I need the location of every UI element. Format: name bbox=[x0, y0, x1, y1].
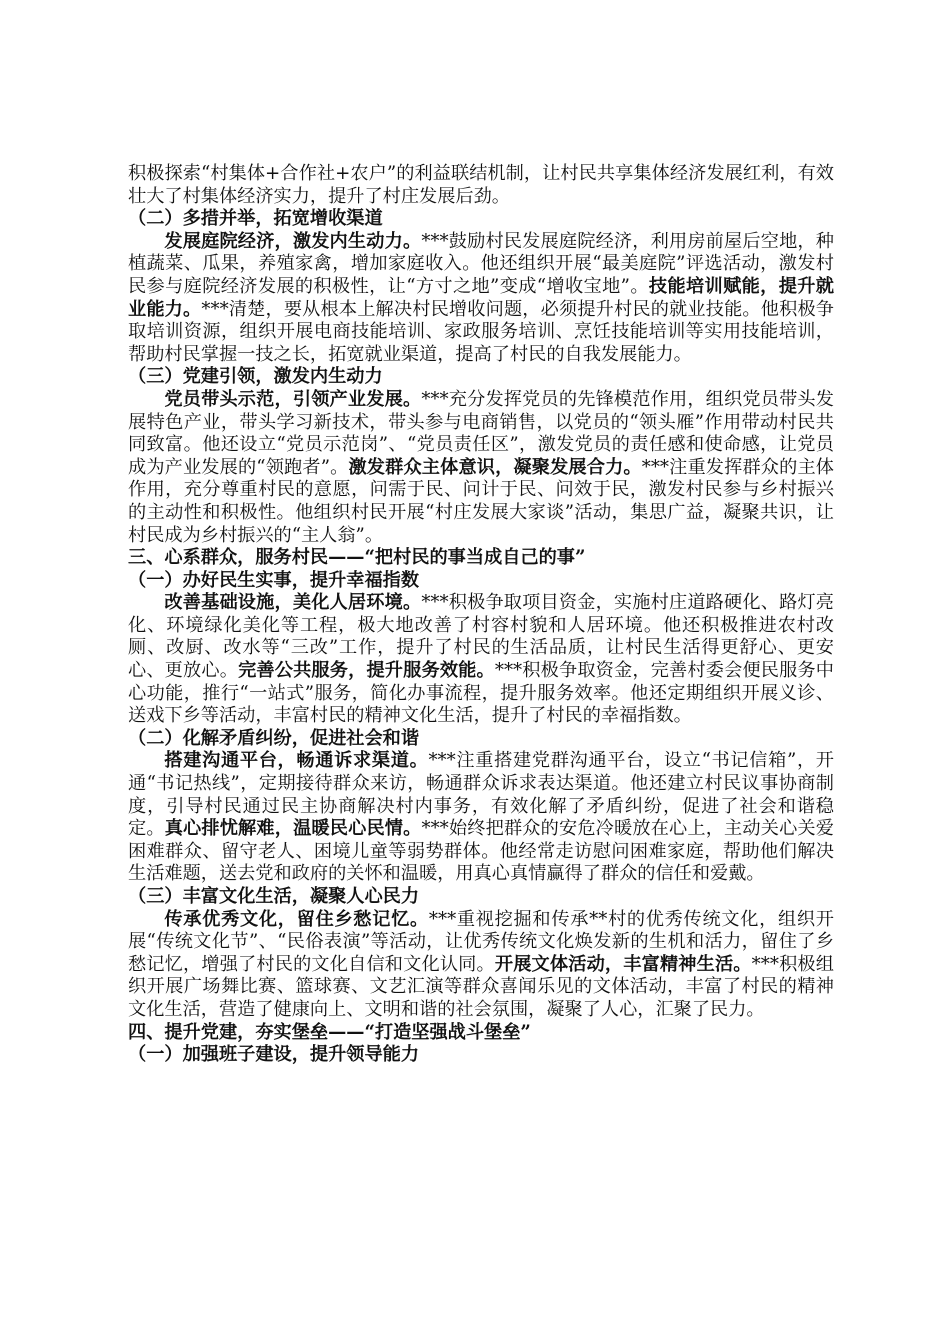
paragraph-text: 积极探索“村集体+合作社+农户”的利益联结机制，让村民共享集体经济发展红利，有效壮大了村集体经济实力，提升了村庄发展后劲。 bbox=[128, 163, 834, 207]
paragraph-text: ***注重搭建党群沟通平台，设立“书记信箱”，开通“书记热线”，定期接待群众来访，畅通群众诉求表达渠道。他还建立村民议事协商制度，引导村民通过民主协商解决村内事务，有效化解了矛盾纠纷，促进了社会和谐稳定。 bbox=[128, 750, 834, 840]
paragraph-text: ***积极组织开展广场舞比赛、篮球赛、文艺汇演等群众喜闻乐见的文体活动，丰富了村民的精神文化生活，营造了健康向上、文明和谐的社会氛围，凝聚了人心，汇聚了民力。 bbox=[128, 953, 834, 1020]
body-paragraph bbox=[128, 750, 834, 886]
section-heading: （一）办好民生实事，提升幸福指数 bbox=[128, 569, 420, 591]
body-paragraph bbox=[128, 909, 834, 1022]
bold-lead-phrase: 开展文体活动，丰富精神生活。 bbox=[494, 953, 752, 975]
bold-lead-phrase: 真心排忧解难，温暖民心民情。 bbox=[164, 818, 422, 840]
document-page bbox=[128, 163, 834, 1067]
section-heading: 四、提升党建，夯实堡垒——“打造坚强战斗堡垒” bbox=[128, 1021, 531, 1043]
section-heading: （二）化解矛盾纠纷，促进社会和谐 bbox=[128, 727, 420, 749]
paragraph-text: ***清楚，要从根本上解决村民增收问题，必须提升村民的就业技能。他积极争取培训资源，组织开展电商技能培训、家政服务培训、烹饪技能培训等实用技能培训，帮助村民掌握一技之长，拓宽就业渠道，提高了村民的自我发展能力。 bbox=[128, 298, 834, 365]
bold-lead-phrase: 激发群众主体意识，凝聚发展合力。 bbox=[348, 456, 642, 478]
body-paragraph bbox=[128, 163, 834, 208]
paragraph-text: ***充分发挥党员的先锋模范作用，组织党员带头发展特色产业，带头学习新技术，带头参与电商销售，以党员的“领头雁”作用带动村民共同致富。他还设立“党员示范岗”、“党员责任区”，激发党员的责任感和使命感，让党员成为产业发展的“领跑者”。 bbox=[128, 388, 834, 478]
paragraph-text: ***注重发挥群众的主体作用，充分尊重村民的意愿，问需于民、问计于民、问效于民，激发村民参与乡村振兴的主动性和积极性。他组织村民开展“村庄发展大家谈”活动，集思广益，凝聚共识，让村民成为乡村振兴的“主人翁”。 bbox=[128, 456, 834, 546]
bold-lead-phrase: 技能培训赋能，提升就业能力。 bbox=[128, 275, 834, 320]
paragraph-text: ***积极争取资金，完善村委会便民服务中心功能，推行“一站式”服务，简化办事流程，提升服务效率。他还定期组织开展义诊、送戏下乡等活动，丰富村民的精神文化生活，提升了村民的幸福指数。 bbox=[128, 660, 834, 727]
paragraph-text: ***重视挖掘和传承**村的优秀传统文化，组织开展“传统文化节”、“民俗表演”等活动，让优秀传统文化焕发新的生机和活力，留住了乡愁记忆，增强了村民的文化自信和文化认同。 bbox=[128, 908, 834, 975]
bold-lead-phrase: 党员带头示范，引领产业发展。 bbox=[164, 388, 422, 410]
section-heading: （二）多措并举，拓宽增收渠道 bbox=[128, 208, 383, 230]
bold-lead-phrase: 发展庭院经济，激发内生动力。 bbox=[164, 230, 422, 252]
paragraph-text: ***积极争取项目资金，实施村庄道路硬化、路灯亮化、环境绿化美化等工程，极大地改善了村容村貌和人居环境。他还积极推进农村改厕、改厨、改水等“三改”工作，提升了村民的生活品质，让村民生活得更舒心、更安心、更放心。 bbox=[128, 592, 834, 682]
section-heading: （一）加强班子建设，提升领导能力 bbox=[128, 1044, 420, 1066]
paragraph-text: ***始终把群众的安危冷暖放在心上，主动关心关爱困难群众、留守老人、困境儿童等弱势群体。他经常走访慰问困难家庭，帮助他们解决生活难题，送去党和政府的关怀和温暖，用真心真情赢得了群众的信任和爱戴。 bbox=[128, 818, 834, 885]
section-heading: （三）党建引领，激发内生动力 bbox=[128, 366, 383, 388]
paragraph-text: ***鼓励村民发展庭院经济，利用房前屋后空地，种植蔬菜、瓜果，养殖家禽，增加家庭收入。他还组织开展“最美庭院”评选活动，激发村民参与庭院经济发展的积极性，让“方寸之地”变成“增收宝地”。 bbox=[128, 230, 834, 297]
body-paragraph bbox=[128, 389, 834, 547]
bold-lead-phrase: 传承优秀文化，留住乡愁记忆。 bbox=[164, 908, 429, 930]
bold-lead-phrase: 改善基础设施，美化人居环境。 bbox=[164, 592, 422, 614]
body-paragraph bbox=[128, 592, 834, 728]
section-heading: 三、心系群众，服务村民——“把村民的事当成自己的事” bbox=[128, 547, 586, 569]
section-heading: （三）丰富文化生活，凝聚人心民力 bbox=[128, 886, 420, 907]
body-paragraph bbox=[128, 231, 834, 367]
bold-lead-phrase: 搭建沟通平台，畅通诉求渠道。 bbox=[164, 750, 429, 772]
bold-lead-phrase: 完善公共服务，提升服务效能。 bbox=[238, 660, 495, 682]
